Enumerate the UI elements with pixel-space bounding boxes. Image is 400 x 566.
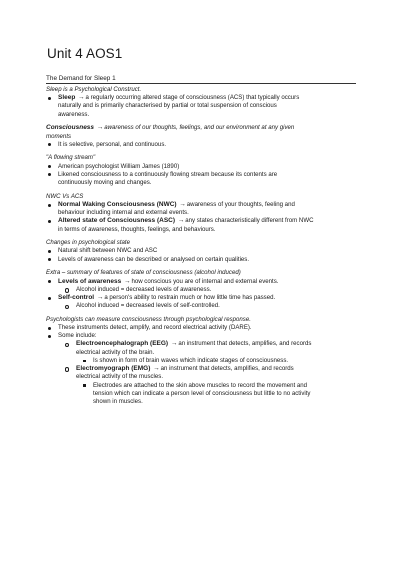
list-item: [46, 294, 356, 302]
list-text: Electrodes are attached to the skin above muscles to record the movement and: [93, 381, 308, 389]
extra-list: [46, 278, 356, 311]
list-text: Some include:: [58, 332, 97, 340]
list-item: [46, 141, 356, 149]
list-text: These instruments detect, amplify, and record electrical activity (DARE).: [58, 324, 252, 332]
arrow-icon: →: [170, 340, 178, 348]
bullet-icon: [48, 165, 51, 168]
bullet-icon: [48, 297, 51, 300]
list-item: [46, 94, 356, 119]
circle-bullet-icon: [65, 343, 69, 347]
list-item: [46, 278, 356, 286]
list-text: Alcohol induced = decreased levels of awareness.: [76, 285, 212, 293]
bullet-icon: [48, 204, 51, 207]
definition-text: electrical activity of the brain.: [76, 348, 155, 356]
list-text: tension which can indicate a person level of consciousness but little to no activity: [93, 389, 311, 397]
definition-text: electrical activity of the muscles.: [76, 373, 164, 381]
list-item: [46, 332, 356, 340]
stream-heading: "A flowing stream": [46, 154, 96, 162]
measure-heading: Psychologists can measure consciousness through psychological response.: [46, 315, 251, 323]
list-item: [46, 217, 356, 233]
bullet-icon: [48, 280, 51, 283]
term-levels-of-awareness: Levels of awareness: [58, 277, 122, 285]
bullet-icon: [48, 143, 51, 146]
stream-list: [46, 163, 356, 188]
list-text: It is selective, personal, and continuous.: [58, 140, 167, 148]
list-item: [46, 201, 356, 217]
page-title: Unit 4 AOS1: [47, 46, 123, 61]
term-sleep: Sleep: [58, 94, 76, 102]
definition-text: in terms of awareness, thoughts, feelings, and behaviours.: [58, 225, 216, 233]
term-consciousness: Consciousness: [46, 124, 95, 132]
arrow-icon: →: [78, 94, 85, 102]
arrow-icon: →: [179, 200, 186, 208]
list-text: continuously moving and changes.: [58, 179, 152, 187]
consciousness-list: [46, 141, 356, 149]
list-item: [46, 382, 356, 407]
list-item: [46, 171, 356, 187]
list-item: [46, 365, 356, 381]
changes-heading: Changes in psychological state: [46, 239, 131, 247]
list-item: [46, 286, 356, 294]
nwc-heading: NWC Vs ACS: [46, 192, 84, 200]
arrow-icon: →: [96, 124, 104, 132]
section-heading: The Demand for Sleep 1: [46, 75, 356, 84]
consciousness-definition: [46, 124, 356, 140]
square-bullet-icon: [83, 360, 86, 363]
list-text: shown in muscles.: [93, 397, 143, 405]
arrow-icon: →: [96, 293, 104, 301]
list-text: American psychologist William James (1890): [58, 162, 180, 170]
definition-text: naturally and is primarily characterised by partial or total suspension of conscious: [58, 102, 277, 110]
list-item: [46, 256, 356, 264]
arrow-icon: →: [123, 277, 131, 285]
list-text: Alcohol induced = decreased levels of self-controlled.: [76, 302, 220, 310]
term-eeg: Electroencephalograph (EEG): [76, 340, 169, 348]
definition-text: how conscious you are of internal and external events.: [131, 277, 279, 285]
term-asc: Altered state of Consciousness (ASC): [58, 217, 176, 225]
term-emg: Electromyograph (EMG): [76, 365, 151, 373]
definition-text: awareness.: [58, 110, 90, 118]
nwc-list: [46, 201, 356, 234]
definition-text: awareness of our thoughts, feelings, and our environment at any given: [104, 124, 295, 132]
definition-text: an instrument that detects, amplifies, and records: [160, 365, 294, 373]
circle-bullet-icon: [65, 367, 69, 371]
bullet-icon: [48, 173, 51, 176]
definition-text: moments: [46, 132, 72, 140]
definition-text: awareness of your thoughts, feeling and: [186, 200, 295, 208]
list-text: Natural shift between NWC and ASC: [58, 247, 158, 255]
circle-bullet-icon: [65, 288, 69, 292]
definition-text: an instrument that detects, amplifies, and records: [178, 340, 312, 348]
definition-text: behaviour including internal and external events.: [58, 209, 189, 217]
list-item: [46, 163, 356, 171]
intro-line: Sleep is a Psychological Construct.: [46, 86, 142, 93]
bullet-icon: [48, 97, 51, 100]
term-self-control: Self-control: [58, 293, 95, 301]
list-item: [46, 340, 356, 356]
list-item: [46, 302, 356, 310]
list-item: [46, 247, 356, 255]
extra-heading: Extra – summary of features of state of consciousness (alcohol induced): [46, 269, 241, 277]
list-text: Is shown in form of brain waves which indicate stages of consciousness.: [93, 356, 289, 364]
changes-list: [46, 247, 356, 263]
bullet-icon: [48, 335, 51, 338]
bullet-icon: [48, 258, 51, 261]
bullet-icon: [48, 220, 51, 223]
sleep-list: [46, 94, 356, 119]
square-bullet-icon: [83, 384, 86, 387]
arrow-icon: →: [177, 217, 185, 225]
list-text: Likened consciousness to a continuously flowing stream because its contents are: [58, 170, 278, 178]
arrow-icon: →: [153, 365, 160, 373]
list-text: Levels of awareness can be described or analysed on certain qualities.: [58, 255, 250, 263]
term-nwc: Normal Waking Consciousness (NWC): [58, 200, 177, 208]
definition-text: a regularly occurring altered stage of consciousness (ACS) that typically occurs: [85, 94, 300, 102]
circle-bullet-icon: [65, 305, 69, 309]
definition-text: a person's ability to restrain much or how little time has passed.: [104, 293, 276, 301]
measure-list: [46, 324, 356, 406]
definition-text: any states characteristically different from NWC: [185, 217, 314, 225]
list-item: [46, 357, 356, 365]
bullet-icon: [48, 327, 51, 330]
bullet-icon: [48, 250, 51, 253]
list-item: [46, 324, 356, 332]
